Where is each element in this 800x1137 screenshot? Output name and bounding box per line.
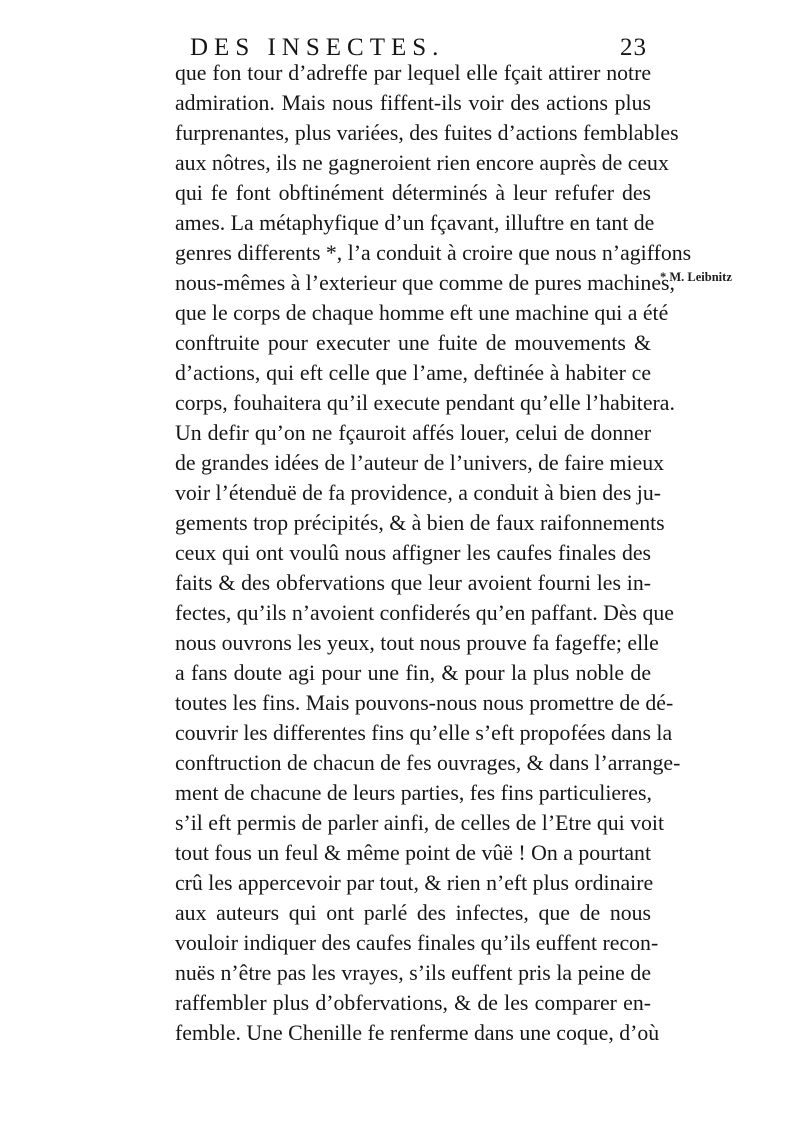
text-line: faits & des obfervations que leur avoient fourni les in-	[175, 571, 651, 595]
text-line: furprenantes, plus variées, des fuites d’actions femblables	[175, 121, 679, 145]
text-line: Un defir qu’on ne fçauroit affés louer, celui de donner	[175, 421, 651, 445]
text-line: admiration. Mais nous fiffent-ils voir des actions plus	[175, 91, 651, 115]
text-line: raffembler plus d’obfervations, & de les comparer en-	[175, 991, 651, 1015]
text-line: a fans doute agi pour une fin, & pour la plus noble de	[175, 661, 651, 685]
body-text	[175, 58, 692, 1048]
text-line: nuës n’être pas les vrayes, s’ils euffent pris la peine de	[175, 961, 651, 985]
running-title: DES INSECTES.	[190, 34, 445, 61]
text-line: aux auteurs qui ont parlé des infectes, que de nous	[175, 901, 651, 925]
text-line: que le corps de chaque homme eft une machine qui a été	[175, 301, 669, 325]
text-line: s’il eft permis de parler ainfi, de celles de l’Etre qui voit	[175, 811, 665, 835]
text-line: aux nôtres, ils ne gagneroient rien encore auprès de ceux	[175, 151, 669, 175]
margin-note: * M. Leibnitz	[660, 270, 732, 284]
text-line: ames. La métaphyfique d’un fçavant, illuftre en tant de	[175, 211, 655, 235]
text-line: ceux qui ont voulû nous affigner les caufes finales des	[175, 541, 651, 565]
text-line: corps, fouhaitera qu’il execute pendant qu’elle l’habitera.	[175, 391, 675, 415]
text-line: gements trop précipités, & à bien de faux raifonnements	[175, 511, 665, 535]
text-line: qui fe font obftinément déterminés à leur refufer des	[175, 181, 651, 205]
text-line: femble. Une Chenille fe renferme dans une coque, d’où	[175, 1021, 660, 1045]
text-line: crû les appercevoir par tout, & rien n’eft plus ordinaire	[175, 871, 654, 895]
text-line: tout fous un feul & même point de vûë ! On a pourtant	[175, 841, 651, 865]
text-line: nous ouvrons les yeux, tout nous prouve fa fageffe; elle	[175, 631, 659, 655]
page-number: 23	[620, 34, 647, 61]
text-line: vouloir indiquer des caufes finales qu’ils euffent recon-	[175, 931, 659, 955]
text-line: couvrir les differentes fins qu’elle s’eft propofées dans la	[175, 721, 673, 745]
text-line: toutes les fins. Mais pouvons-nous nous promettre de dé-	[175, 691, 674, 715]
text-line: nous-mêmes à l’exterieur que comme de pures machines,	[175, 271, 675, 295]
text-line: conftruction de chacun de fes ouvrages, & dans l’arrange-	[175, 751, 681, 775]
text-line: que fon tour d’adreffe par lequel elle fçait attirer notre	[175, 61, 651, 85]
text-line: voir l’étenduë de fa providence, a conduit à bien des ju-	[175, 481, 662, 505]
text-line: genres differents *, l’a conduit à croire que nous n’agiffons	[175, 241, 692, 265]
text-line: de grandes idées de l’auteur de l’univers, de faire mieux	[175, 451, 665, 475]
text-line: ment de chacune de leurs parties, fes fins particulieres,	[175, 781, 652, 805]
text-line: conftruite pour executer une fuite de mouvements &	[175, 331, 651, 355]
text-line: d’actions, qui eft celle que l’ame, deftinée à habiter ce	[175, 361, 651, 385]
text-line: fectes, qu’ils n’avoient confiderés qu’en paffant. Dès que	[175, 601, 674, 625]
